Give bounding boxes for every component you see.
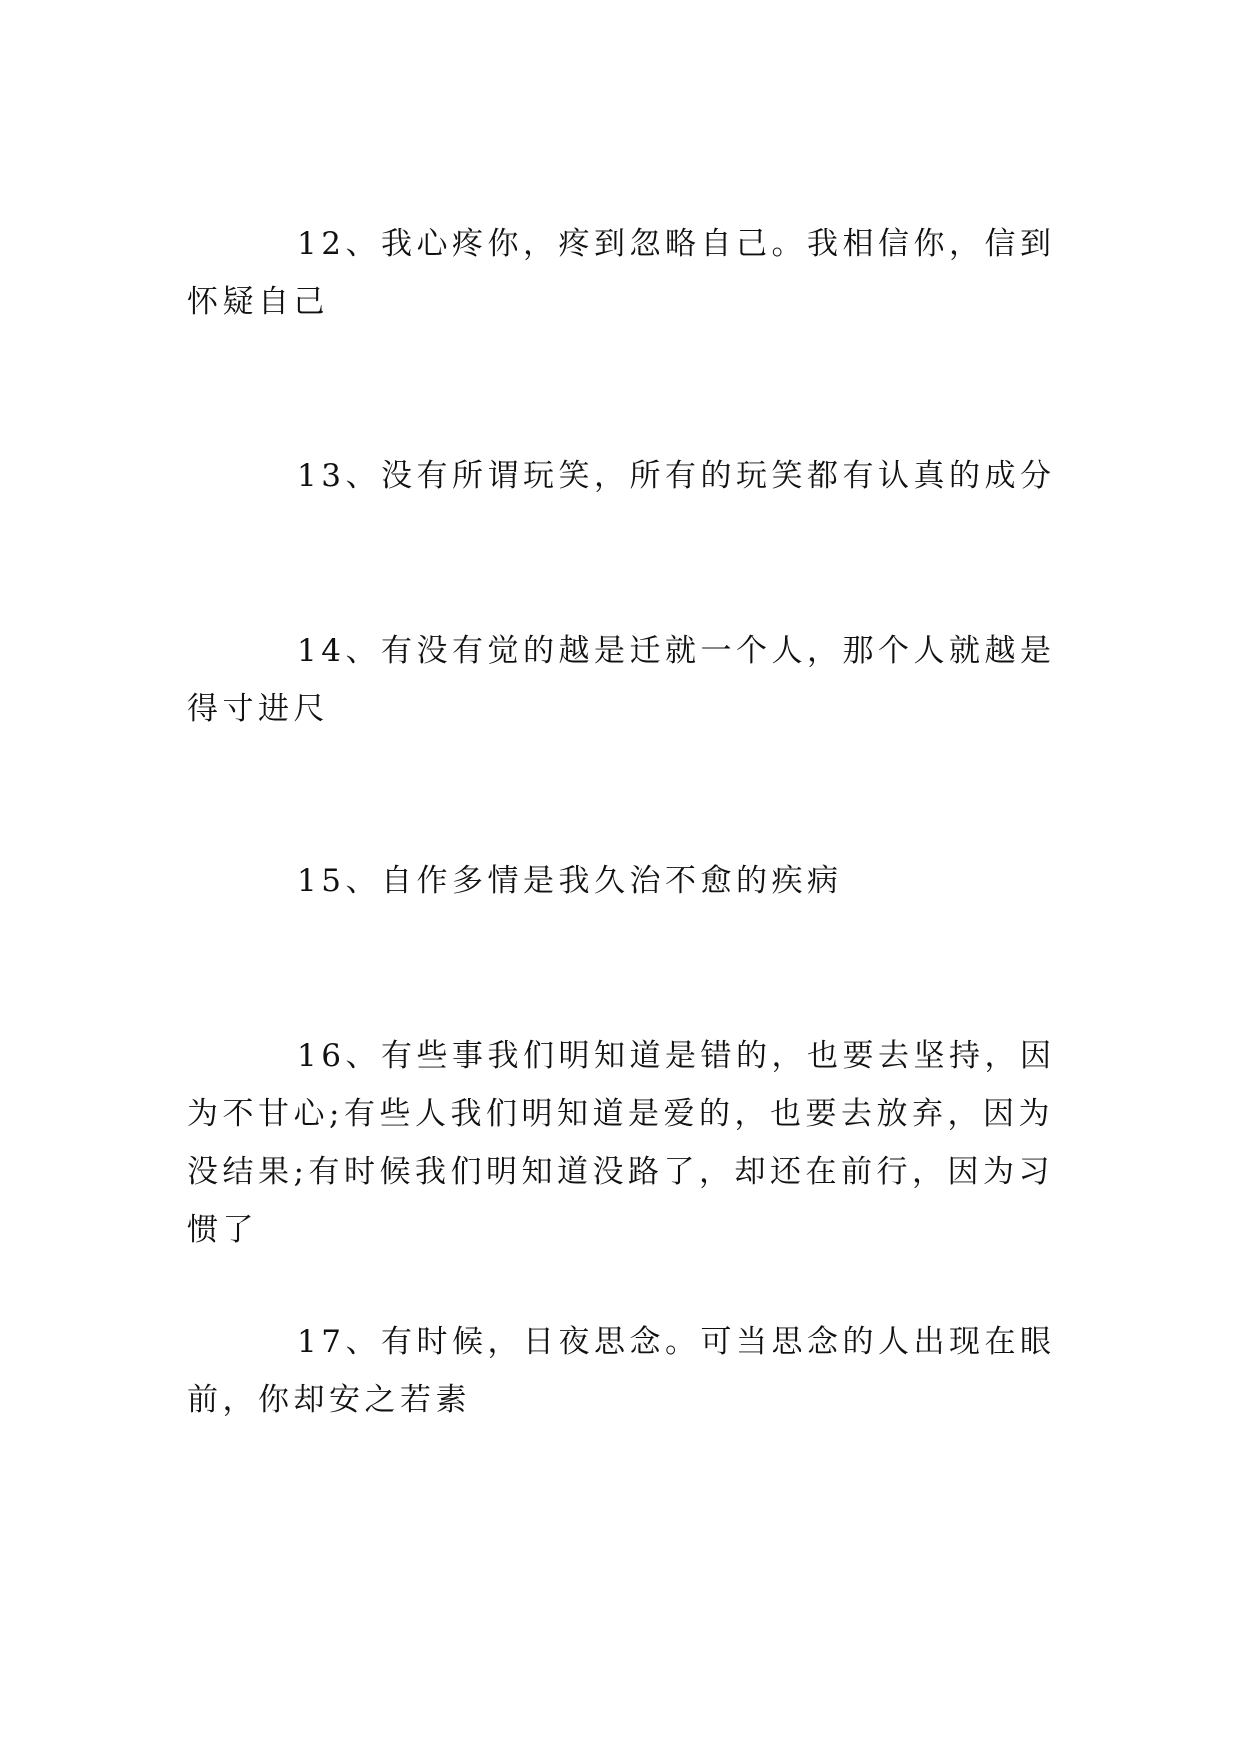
paragraph-13: 13、没有所谓玩笑，所有的玩笑都有认真的成分 xyxy=(297,458,1056,494)
paragraph-17: 17、有时候，日夜思念。可当思念的人出现在眼前，你却安之若素 xyxy=(187,1324,1056,1418)
paragraph-14: 14、有没有觉的越是迁就一个人，那个人就越是得寸进尺 xyxy=(187,633,1056,727)
paragraph-15: 15、自作多情是我久治不愈的疾病 xyxy=(297,863,843,899)
paragraph-16: 16、有些事我们明知道是错的，也要去坚持，因为不甘心;有些人我们明知道是爱的，也要去放弃，因为没结果;有时候我们明知道没路了，却还在前行，因为习惯了 xyxy=(187,1038,1056,1248)
paragraph-12: 12、我心疼你，疼到忽略自己。我相信你，信到怀疑自己 xyxy=(187,226,1056,320)
